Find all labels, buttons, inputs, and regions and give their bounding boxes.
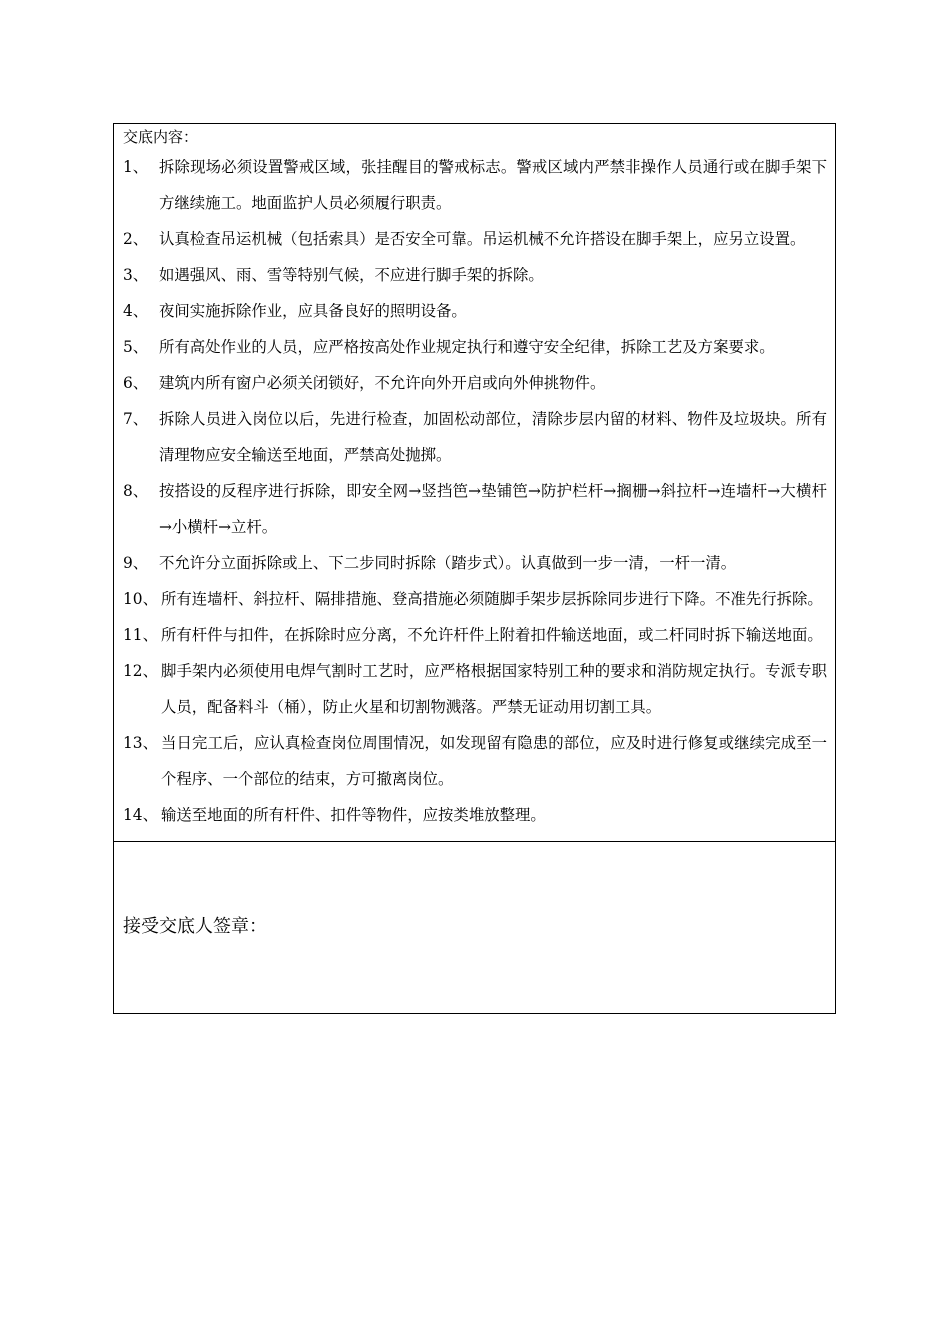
item-text: 所有杆件与扣件，在拆除时应分离，不允许杆件上附着扣件输送地面，或二杆同时拆下输送地面。: [161, 626, 823, 644]
item-text: 拆除人员进入岗位以后，先进行检查，加固松动部位，清除步层内留的材料、物件及垃圾块。所有清理物应安全输送至地面，严禁高处抛掷。: [159, 410, 827, 464]
list-item: [123, 797, 827, 833]
item-number: 12、: [123, 662, 158, 680]
list-item: [123, 653, 827, 725]
item-number: 6、: [123, 374, 149, 392]
item-number: 11、: [123, 626, 158, 644]
item-number: 1、: [123, 158, 149, 176]
list-item: [123, 581, 827, 617]
item-number: 2、: [123, 230, 149, 248]
disclosure-form-table: [113, 123, 836, 1014]
item-text: 如遇强风、雨、雪等特别气候，不应进行脚手架的拆除。: [159, 266, 544, 284]
signature-cell: [114, 842, 835, 1013]
item-number: 7、: [123, 410, 149, 428]
item-text: 按搭设的反程序进行拆除，即安全网→竖挡笆→垫铺笆→防护栏杆→搁栅→斜拉杆→连墙杆→大横杆→小横杆→立杆。: [159, 482, 827, 536]
list-item: [123, 365, 827, 401]
item-text: 当日完工后，应认真检查岗位周围情况，如发现留有隐患的部位，应及时进行修复或继续完成至一个程序、一个部位的结束，方可撤离岗位。: [161, 734, 827, 788]
list-item: [123, 149, 827, 221]
list-item: [123, 401, 827, 473]
item-number: 9、: [123, 554, 149, 572]
item-text: 脚手架内必须使用电焊气割时工艺时，应严格根据国家特别工种的要求和消防规定执行。专派专职人员，配备料斗（桶），防止火星和切割物溅落。严禁无证动用切割工具。: [161, 662, 827, 716]
item-number: 8、: [123, 482, 149, 500]
list-item: [123, 725, 827, 797]
list-item: [123, 617, 827, 653]
item-text: 所有连墙杆、斜拉杆、隔排措施、登高措施必须随脚手架步层拆除同步进行下降。不准先行拆除。: [161, 590, 823, 608]
item-text: 所有高处作业的人员，应严格按高处作业规定执行和遵守安全纪律，拆除工艺及方案要求。: [159, 338, 775, 356]
list-item: [123, 473, 827, 545]
item-number: 10、: [123, 590, 158, 608]
item-number: 3、: [123, 266, 149, 284]
item-text: 输送至地面的所有杆件、扣件等物件，应按类堆放整理。: [161, 806, 546, 824]
list-item: [123, 545, 827, 581]
item-text: 夜间实施拆除作业，应具备良好的照明设备。: [159, 302, 467, 320]
disclosure-item-list: [123, 149, 827, 833]
item-text: 拆除现场必须设置警戒区域，张挂醒目的警戒标志。警戒区域内严禁非操作人员通行或在脚手架下方继续施工。地面监护人员必须履行职责。: [159, 158, 827, 212]
item-text: 认真检查吊运机械（包括索具）是否安全可靠。吊运机械不允许搭设在脚手架上，应另立设置。: [159, 230, 806, 248]
list-item: [123, 329, 827, 365]
list-item: [123, 221, 827, 257]
item-text: 建筑内所有窗户必须关闭锁好，不允许向外开启或向外伸挑物件。: [159, 374, 606, 392]
item-text: 不允许分立面拆除或上、下二步同时拆除（踏步式）。认真做到一步一清，一杆一清。: [159, 554, 737, 572]
list-item: [123, 293, 827, 329]
item-number: 13、: [123, 734, 158, 752]
item-number: 14、: [123, 806, 158, 824]
list-item: [123, 257, 827, 293]
signature-label: 接受交底人签章：: [123, 916, 267, 937]
item-number: 4、: [123, 302, 149, 320]
item-number: 5、: [123, 338, 149, 356]
disclosure-heading: 交底内容：: [123, 128, 199, 146]
disclosure-content-cell: [114, 124, 835, 842]
